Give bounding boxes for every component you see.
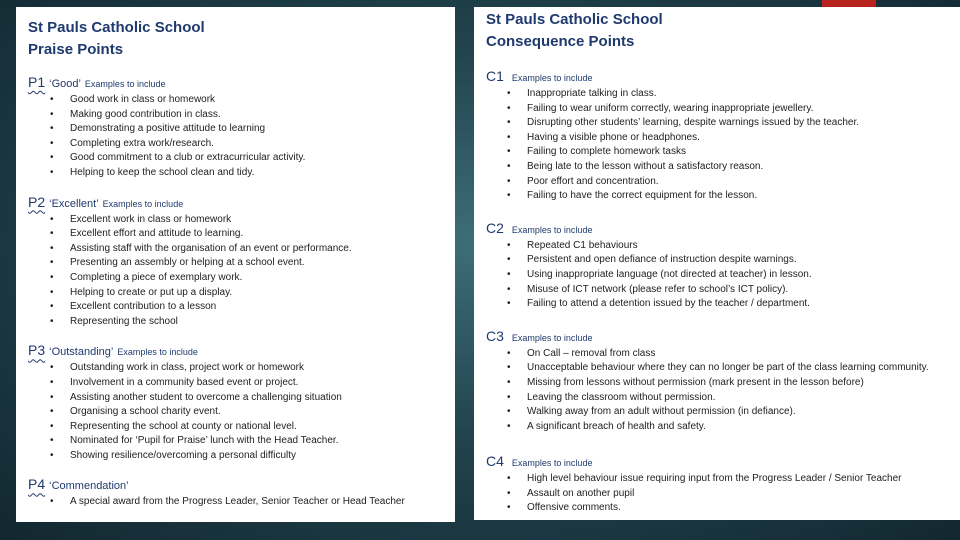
list-item: • Organising a school charity event. <box>70 405 443 420</box>
consequence-title: Consequence Points <box>486 33 635 50</box>
examples-label: Examples to include <box>511 224 593 235</box>
praise-section-p2 <box>28 193 443 330</box>
examples-label: Examples to include <box>511 458 593 469</box>
section-code: P3 <box>28 342 46 359</box>
list-item: • Failing to complete homework tasks <box>527 145 948 160</box>
list-item: • Assisting staff with the organisation of an event or performance. <box>70 242 443 257</box>
list-item: • Misuse of ICT network (please refer to school’s ICT policy). <box>527 283 948 298</box>
list-item: • Showing resilience/overcoming a personal difficulty <box>70 449 443 464</box>
section-code: C2 <box>486 219 504 236</box>
consequence-points-document <box>474 7 960 520</box>
consequence-school-name: St Pauls Catholic School <box>486 11 663 28</box>
praise-points-document <box>16 7 455 522</box>
section-code: P1 <box>28 74 46 90</box>
list-item: • Helping to keep the school clean and tidy. <box>70 166 443 181</box>
section-code: C1 <box>486 68 504 84</box>
list-item: • High level behaviour issue requiring input from the Progress Leader / Senior Teacher <box>527 472 948 487</box>
examples-label: Examples to include <box>84 79 166 89</box>
list-item: • Failing to have the correct equipment for the lesson. <box>527 189 948 204</box>
praise-section-p1 <box>28 73 443 181</box>
section-code: P4 <box>28 476 46 493</box>
red-accent-bar <box>822 0 876 7</box>
section-code: P2 <box>28 193 46 210</box>
list-item: • Assault on another pupil <box>527 487 948 502</box>
list-item: • Nominated for ‘Pupil for Praise’ lunch with the Head Teacher. <box>70 434 443 449</box>
list-item: • Presenting an assembly or helping at a school event. <box>70 256 443 271</box>
list-item: • Involvement in a community based event or project. <box>70 376 443 391</box>
examples-label: Examples to include <box>117 347 198 358</box>
list-item: • Walking away from an adult without permission (in defiance). <box>527 405 948 420</box>
list-item: • Using inappropriate language (not directed at teacher) in lesson. <box>527 268 948 283</box>
consequence-section-c1 <box>486 67 948 204</box>
list-item: • Completing extra work/research. <box>70 137 443 152</box>
praise-title: Praise Points <box>28 41 124 58</box>
praise-school-name: St Pauls Catholic School <box>28 19 205 36</box>
list-item: • Being late to the lesson without a satisfactory reason. <box>527 160 948 175</box>
list-item: • Completing a piece of exemplary work. <box>70 271 443 286</box>
list-item: • Offensive comments. <box>527 501 948 516</box>
list-item: • Representing the school at county or national level. <box>70 420 443 435</box>
list-item: • Missing from lessons without permission (mark present in the lesson before) <box>527 376 948 391</box>
list-item: • Good work in class or homework <box>70 93 443 108</box>
list-item: • Excellent work in class or homework <box>70 213 443 228</box>
list-item: • Having a visible phone or headphones. <box>527 131 948 146</box>
praise-section-p3 <box>28 341 443 463</box>
section-code: C3 <box>486 327 504 344</box>
list-item: • Disrupting other students’ learning, despite warnings issued by the teacher. <box>527 116 948 131</box>
list-item: • Demonstrating a positive attitude to learning <box>70 122 443 137</box>
consequence-section-c2 <box>486 219 948 312</box>
list-item: • Good commitment to a club or extracurricular activity. <box>70 151 443 166</box>
list-item: • Failing to attend a detention issued by the teacher / department. <box>527 297 948 312</box>
list-item: • Persistent and open defiance of instruction despite warnings. <box>527 253 948 268</box>
list-item: • Excellent effort and attitude to learning. <box>70 227 443 242</box>
list-item: • Representing the school <box>70 315 443 330</box>
consequence-section-c3 <box>486 327 948 435</box>
list-item: • On Call – removal from class <box>527 347 948 362</box>
list-item: • Inappropriate talking in class. <box>527 87 948 102</box>
list-item: • Helping to create or put up a display. <box>70 286 443 301</box>
list-item: • A significant breach of health and safety. <box>527 420 948 435</box>
examples-label: Examples to include <box>102 198 184 209</box>
consequence-section-c4 <box>486 452 948 516</box>
list-item: • Excellent contribution to a lesson <box>70 300 443 315</box>
section-name: ‘Good’ <box>49 78 81 90</box>
examples-label: Examples to include <box>511 73 593 83</box>
list-item: • Poor effort and concentration. <box>527 175 948 190</box>
list-item: • Unacceptable behaviour where they can no longer be part of the class learning community. <box>527 361 948 376</box>
list-item: • A special award from the Progress Leader, Senior Teacher or Head Teacher <box>70 495 443 510</box>
list-item: • Making good contribution in class. <box>70 108 443 123</box>
section-name: ‘Commendation’ <box>49 480 129 493</box>
praise-section-p4 <box>28 475 443 510</box>
list-item: • Repeated C1 behaviours <box>527 239 948 254</box>
list-item: • Outstanding work in class, project work or homework <box>70 361 443 376</box>
section-name: ‘Excellent’ <box>49 197 99 210</box>
section-name: ‘Outstanding’ <box>49 346 114 359</box>
list-item: • Assisting another student to overcome a challenging situation <box>70 391 443 406</box>
section-code: C4 <box>486 453 504 470</box>
examples-label: Examples to include <box>511 332 593 343</box>
list-item: • Failing to wear uniform correctly, wearing inappropriate jewellery. <box>527 102 948 117</box>
list-item: • Leaving the classroom without permission. <box>527 391 948 406</box>
